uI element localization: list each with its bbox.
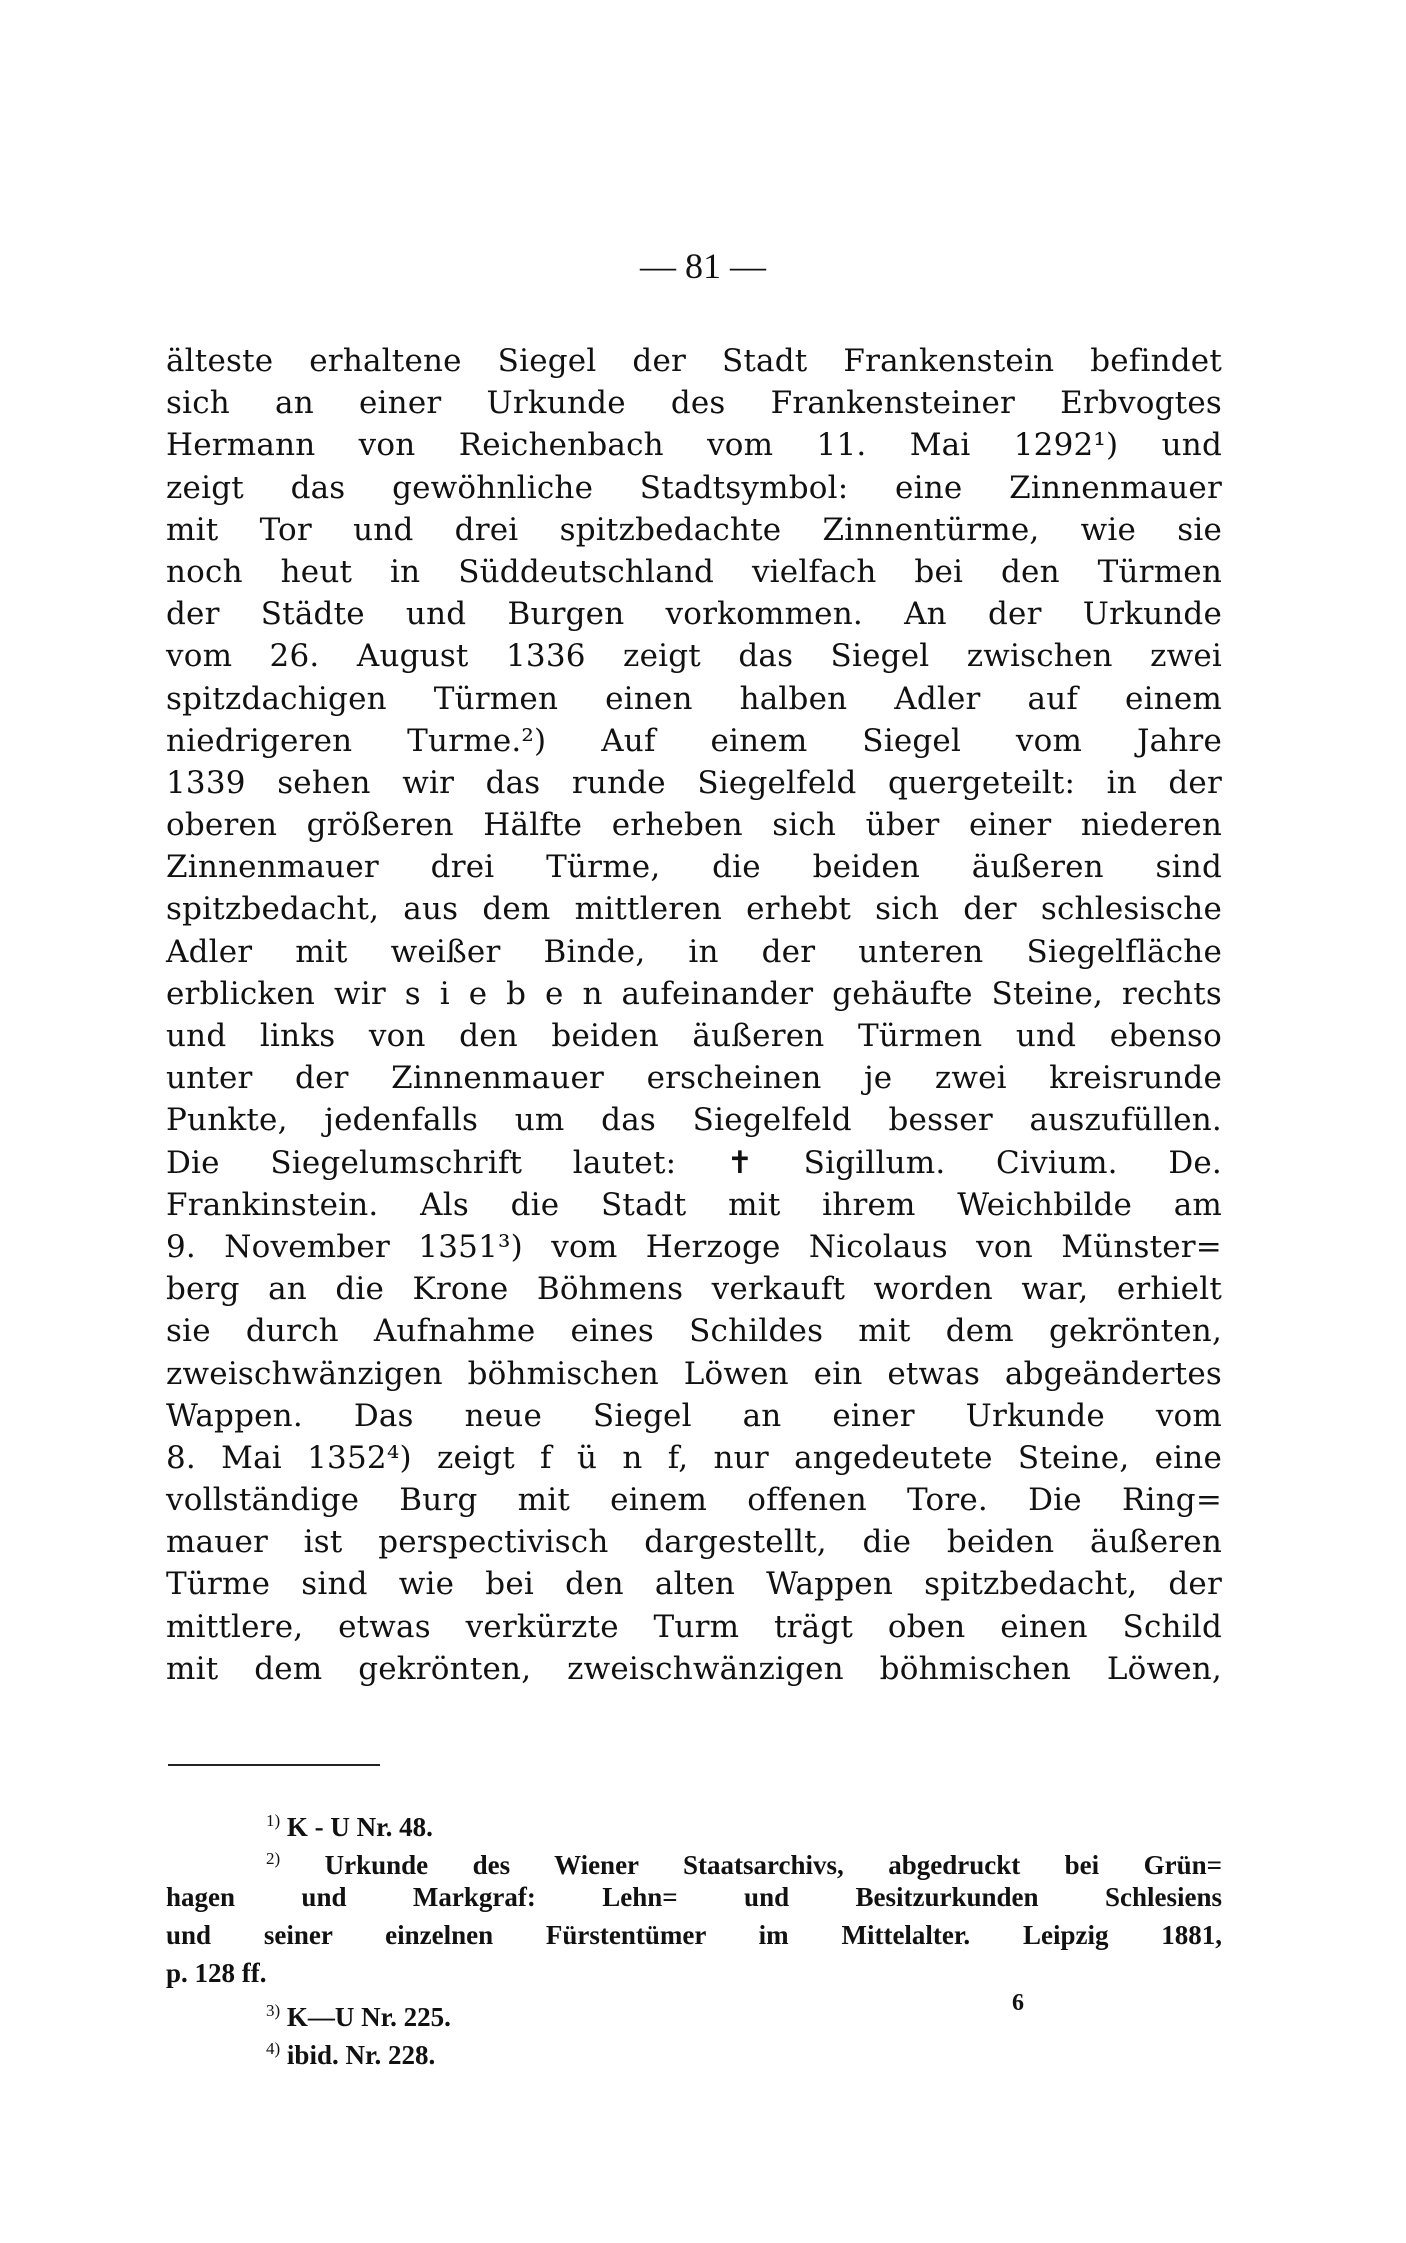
text-line: Die Siegelumschrift lautet: ✝ Sigillum. Civium. De. <box>166 1144 1222 1181</box>
text-line: mit Tor und drei spitzbedachte Zinnentürme, wie sie <box>166 511 1222 548</box>
footnote-2-cont <box>166 1878 1222 1916</box>
footnote-4 <box>166 2030 1222 2068</box>
footnote-mark: 2) <box>266 1849 281 1868</box>
page-number: — 81 — <box>640 246 766 286</box>
text-line: mauer ist perspectivisch dargestellt, die beiden äußeren <box>166 1524 1222 1561</box>
page-header <box>0 245 1406 287</box>
text-line: berg an die Krone Böhmens verkauft worden war, erhielt <box>166 1271 1222 1308</box>
text-line: Wappen. Das neue Siegel an einer Urkunde vom <box>166 1397 1222 1434</box>
text-line: spitzbedacht, aus dem mittleren erhebt sich der schlesische <box>166 891 1222 928</box>
footnote-3 <box>166 1992 1222 2030</box>
footnote-text: p. 128 ff. <box>166 1958 267 1988</box>
text-line: niedrigeren Turme.²) Auf einem Siegel vom Jahre <box>166 722 1222 759</box>
text-line: Türme sind wie bei den alten Wappen spitzbedacht, der <box>166 1566 1222 1603</box>
text-line: und links von den beiden äußeren Türmen und ebenso <box>166 1018 1222 1054</box>
footnote-mark: 3) <box>266 2001 281 2020</box>
footnote-text: K—U Nr. 225. <box>286 2002 451 2032</box>
text-line: der Städte und Burgen vorkommen. An der Urkunde <box>166 596 1222 633</box>
footnote-1 <box>166 1802 1222 1840</box>
text-line: oberen größeren Hälfte erheben sich über einer niederen <box>166 807 1222 844</box>
footnote-text: ibid. Nr. 228. <box>286 2040 436 2070</box>
text-line: sich an einer Urkunde des Frankensteiner Erbvogtes <box>166 385 1222 422</box>
text-line: 1339 sehen wir das runde Siegelfeld quergeteilt: in der <box>166 764 1222 801</box>
footnote-2-cont <box>166 1916 1222 1954</box>
text-line: 9. November 1351³) vom Herzoge Nicolaus von Münster= <box>166 1228 1222 1265</box>
text-line: älteste erhaltene Siegel der Stadt Frankenstein befindet <box>166 343 1222 379</box>
signature-mark: 6 <box>1012 1990 1024 2016</box>
text-line: Frankinstein. Als die Stadt mit ihrem Weichbilde am <box>166 1186 1222 1223</box>
text-line: Adler mit weißer Binde, in der unteren Siegelfläche <box>166 933 1222 970</box>
text-line: vom 26. August 1336 zeigt das Siegel zwischen zwei <box>166 638 1222 675</box>
text-line: zweischwänzigen böhmischen Löwen ein etwas abgeändertes <box>166 1355 1222 1392</box>
footnotes <box>166 1802 1222 2068</box>
text-line: erblicken wir s i e b e n aufeinander gehäufte Steine, rechts <box>166 975 1222 1012</box>
footnote-text: Urkunde des Wiener Staatsarchivs, abgedruckt bei Grün= <box>324 1850 1223 1880</box>
text-line: Hermann von Reichenbach vom 11. Mai 1292¹) und <box>166 427 1222 464</box>
text-line: mittlere, etwas verkürzte Turm trägt oben einen Schild <box>166 1608 1222 1645</box>
footnote-text: und seiner einzelnen Fürstentümer im Mittelalter. Leipzig 1881, <box>166 1920 1222 1950</box>
footnote-text: hagen und Markgraf: Lehn= und Besitzurkunden Schlesiens <box>166 1882 1222 1912</box>
footnote-text: K - U Nr. 48. <box>286 1812 433 1842</box>
footnote-2 <box>166 1840 1222 1878</box>
text-line: spitzdachigen Türmen einen halben Adler auf einem <box>166 680 1222 717</box>
text-line: zeigt das gewöhnliche Stadtsymbol: eine Zinnenmauer <box>166 469 1222 506</box>
text-line: sie durch Aufnahme eines Schildes mit dem gekrönten, <box>166 1313 1222 1350</box>
footnote-2-cont <box>166 1954 1222 1992</box>
text-line: vollständige Burg mit einem offenen Tore. Die Ring= <box>166 1482 1222 1519</box>
footnote-mark: 4) <box>266 2039 281 2058</box>
text-line: noch heut in Süddeutschland vielfach bei den Türmen <box>166 553 1222 590</box>
footnote-separator <box>168 1764 380 1766</box>
footnote-mark: 1) <box>266 1811 281 1830</box>
text-line: 8. Mai 1352⁴) zeigt f ü n f, nur angedeutete Steine, eine <box>166 1439 1222 1476</box>
text-line: Zinnenmauer drei Türme, die beiden äußeren sind <box>166 849 1222 886</box>
text-line: Punkte, jedenfalls um das Siegelfeld besser auszufüllen. <box>166 1102 1222 1139</box>
text-line: mit dem gekrönten, zweischwänzigen böhmischen Löwen, <box>166 1650 1222 1687</box>
text-line: unter der Zinnenmauer erscheinen je zwei kreisrunde <box>166 1060 1222 1097</box>
body-text <box>166 340 1222 1690</box>
